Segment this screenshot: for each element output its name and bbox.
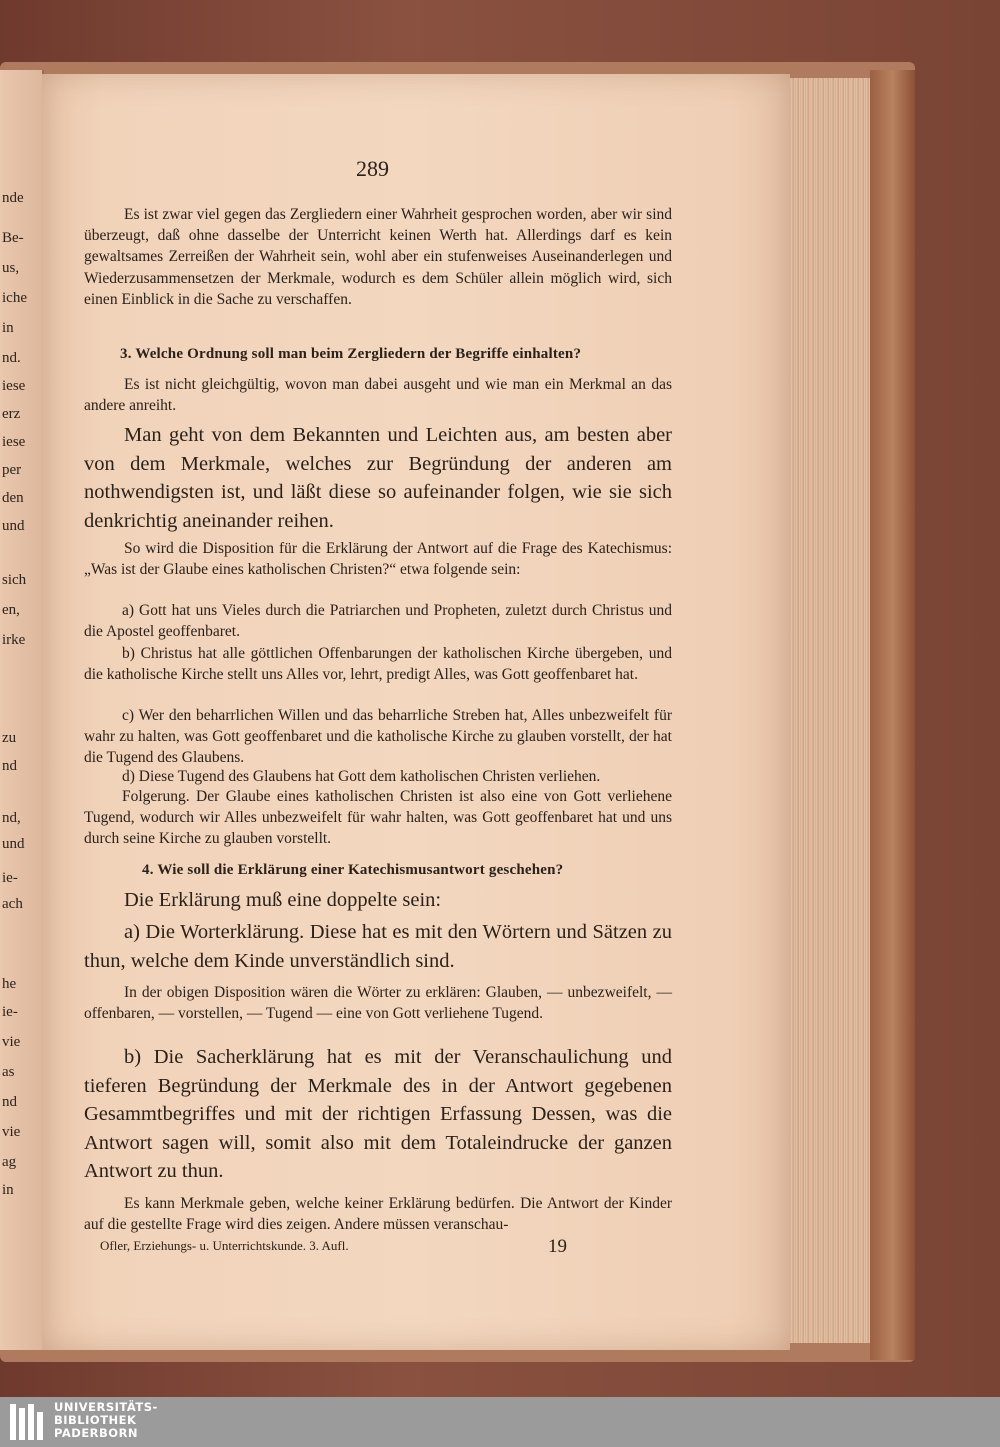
library-name-line1: UNIVERSITÄTS- [54,1400,158,1414]
paragraph-3b: Man geht von dem Bekannten und Leichten aus, am besten aber von dem Merkmale, welches zur Begründung der anderen am nothwendigsten ist, und läßt diese so aufeinander folgen, wie sie sich denkrichtig aneinander reihen. [84,424,672,532]
paragraph-4d: b) Die Sacherklärung hat es mit der Veranschaulichung und tieferen Begründung der Merkmale des in der Antwort gegebenen Gesammtbegriffes und mit der richtigen Erfassung Dessen, was die Antwort sagen will, somit also mit dem Totaleindrucke der ganzen Antwort zu thun. [84,1046,672,1182]
paragraph-3a: Es ist nicht gleichgültig, wovon man dabei ausgeht und wie man ein Merkmal an das andere anreiht. [84,376,672,415]
library-logo-icon [8,1402,48,1442]
list-item-b: b) Christus hat alle göttlichen Offenbarungen der katholischen Kirche übergeben, und die katholische Kirche stellt uns Alles vor, lehrt, predigt Alles, was Gott geoffenbaret hat. [84,645,672,684]
conclusion-paragraph: Folgerung. Der Glaube eines katholischen Christen ist also eine von Gott verliehene Tugend, wodurch wir Alles unbezweifelt für wahr halten, was Gott geoffenbaret hat und uns durch seine Kirche zu glauben vorstellt. [84,788,672,848]
left-page-fragment: nd [2,758,17,774]
left-page-fragment: irke [2,632,26,648]
left-page-fragment: und [2,518,25,534]
paragraph-3c: So wird die Disposition für die Erklärung der Antwort auf die Frage des Katechismus: „Was ist der Glaube eines katholischen Christen?“ etwa folgende sein: [84,540,672,579]
left-page-fragment: as [2,1064,15,1080]
library-banner [0,1397,1000,1447]
left-page-fragment: vie [2,1124,21,1140]
left-page-fragment: nd [2,1094,17,1110]
page-number: 289 [356,156,389,181]
paragraph-4e: Es kann Merkmale geben, welche keiner Erklärung bedürfen. Die Antwort der Kinder auf die gestellte Frage wird dies zeigen. Andere müssen veranschau- [84,1195,672,1234]
left-page-fragment: ach [2,896,23,912]
page-edges [790,78,870,1343]
left-page-fragment: zu [2,730,17,746]
intro-paragraph: Es ist zwar viel gegen das Zergliedern einer Wahrheit gesprochen worden, aber wir sind überzeugt, daß ohne dasselbe der Unterricht keinen Werth hat. Allerdings darf es kein gewaltsames Zerreißen der Wahrheit sein, wohl aber ein stufenweises Auseinanderlegen und Wiederzusammensetzen der Merkmale, wodurch es dem Schüler allein möglich wird, sich einen Einblick in die Sache zu verschaffen. [84,206,672,308]
library-name [54,1401,158,1440]
book-spine [870,70,915,1360]
left-page-edge [0,70,44,1350]
paragraph-4a: Die Erklärung muß eine doppelte sein: [124,889,442,911]
left-page-fragment: ie- [2,870,18,886]
page-footer: Ofler, Erziehungs- u. Unterrichtskunde. 3. Aufl. [100,1238,349,1253]
left-page-fragment: ie- [2,1004,18,1020]
left-page-fragment: ag [2,1154,17,1170]
left-page-fragment: vie [2,1034,21,1050]
library-name-line3: PADERBORN [54,1426,139,1440]
left-page-fragment: en, [2,602,20,618]
left-page-fragment: Be- [2,230,24,246]
list-item-a: a) Gott hat uns Vieles durch die Patriarchen und Propheten, zuletzt durch Christus und die Apostel geoffenbaret. [84,602,672,641]
signature-mark: 19 [548,1236,567,1257]
section-heading-3: 3. Welche Ordnung soll man beim Zergliedern der Begriffe einhalten? [120,346,582,362]
left-page-fragment: den [2,490,24,506]
paragraph-4b: a) Die Worterklärung. Diese hat es mit den Wörtern und Sätzen zu thun, welche dem Kinde unverständlich sind. [84,921,672,972]
left-page-fragment: nde [2,190,24,206]
paragraph-4c: In der obigen Disposition wären die Wörter zu erklären: Glauben, — unbezweifelt, — offenbaren, — vorstellen, — Tugend — eine von Gott verliehene Tugend. [84,984,672,1023]
list-item-d: d) Diese Tugend des Glaubens hat Gott dem katholischen Christen verliehen. [122,768,601,785]
left-page-fragment: in [2,1182,14,1198]
left-page-fragment: und [2,836,25,852]
left-page-fragment: iese [2,434,26,450]
left-page-fragment: nd, [2,810,21,826]
left-page-fragment: sich [2,572,27,588]
left-page-fragment: iese [2,378,26,394]
left-page-fragment: erz [2,406,21,422]
library-name-line2: BIBLIOTHEK [54,1413,137,1427]
list-item-c: c) Wer den beharrlichen Willen und das beharrliche Streben hat, Alles unbezweifelt für wahr zu halten, was Gott geoffenbaret und die katholische Kirche zu glauben vorstellt, der hat die Tugend des Glaubens. [84,707,672,767]
left-page-fragment: nd. [2,350,21,366]
left-page-fragment: he [2,976,17,992]
left-page-fragment: us, [2,260,20,276]
left-page-fragment: in [2,320,14,336]
section-heading-4: 4. Wie soll die Erklärung einer Katechismusantwort geschehen? [142,862,564,878]
left-page-fragment: per [2,462,22,478]
left-page-fragment: iche [2,290,27,306]
